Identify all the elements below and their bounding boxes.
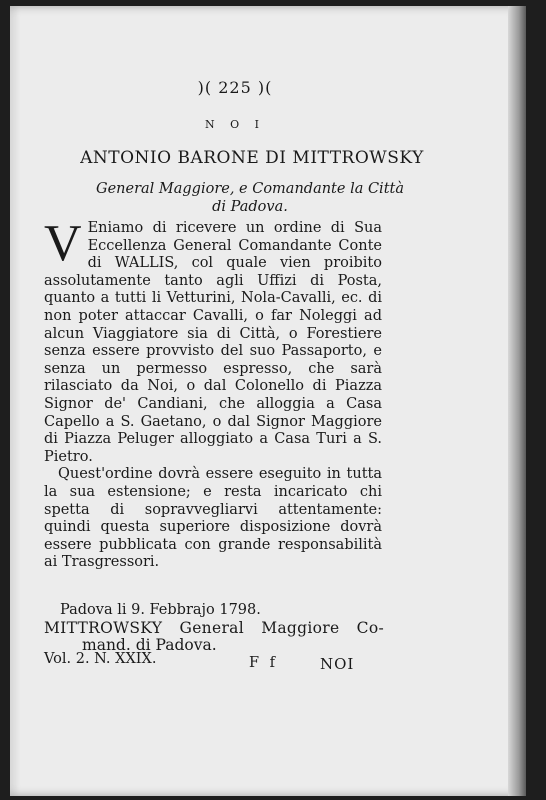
- signature-line-1: MITTROWSKY General Maggiore Co-: [44, 619, 384, 637]
- document-title: ANTONIO BARONE DI MITTROWSKY: [80, 148, 424, 168]
- subtitle-line-1: General Maggiore, e Comandante la Città: [95, 181, 404, 197]
- subtitle-line-2: di Padova.: [212, 199, 288, 215]
- book-page: [10, 6, 526, 796]
- catchword: NOI: [320, 655, 355, 673]
- header-word: N O I: [205, 118, 265, 131]
- volume-mark: Vol. 2. N. XXIX.: [44, 651, 157, 667]
- paragraph-1-text: Eniamo di ricevere un ordine di Sua Eccellenza General Comandante Conte di WALLIS, col quale vien proibito assolutamente tanto agli Uffizi di Posta, quanto a tutti li Vetturini, Nola-Cavalli, ec. di non poter attaccar Cavalli, o far Noleggi ad alcun Viaggiatore sia di Città, o Forestiere senza essere provvisto del suo Passaporto, e senza un permesso espresso, che sarà rilasciato da Noi, o dal Colonello di Piazza Signor de' Candiani, che alloggia a Casa Capello a S. Gaetano, o dal Signor Maggiore di Piazza Peluger alloggiato a Casa Turi a S. Pietro.: [44, 220, 382, 465]
- page-gutter: [508, 6, 526, 796]
- gathering-signature: F f: [249, 655, 279, 671]
- body-text: [44, 215, 382, 572]
- page-number: )( 225 )(: [197, 78, 273, 97]
- document-subtitle: [50, 180, 450, 216]
- signature-line-2: mand. di Padova.: [82, 636, 217, 654]
- signature-block: [44, 620, 384, 654]
- drop-cap: V: [44, 215, 82, 272]
- paragraph-2: Quest'ordine dovrà essere eseguito in tutta la sua estensione; e resta incaricato chi spetta di sopravvegliarvi attentamente: quindi questa superiore disposizione dovrà essere pubblicata con grande responsabilità ai Trasgressori.: [44, 466, 382, 571]
- paragraph-1: [44, 215, 382, 466]
- date-line: Padova li 9. Febbrajo 1798.: [60, 602, 261, 618]
